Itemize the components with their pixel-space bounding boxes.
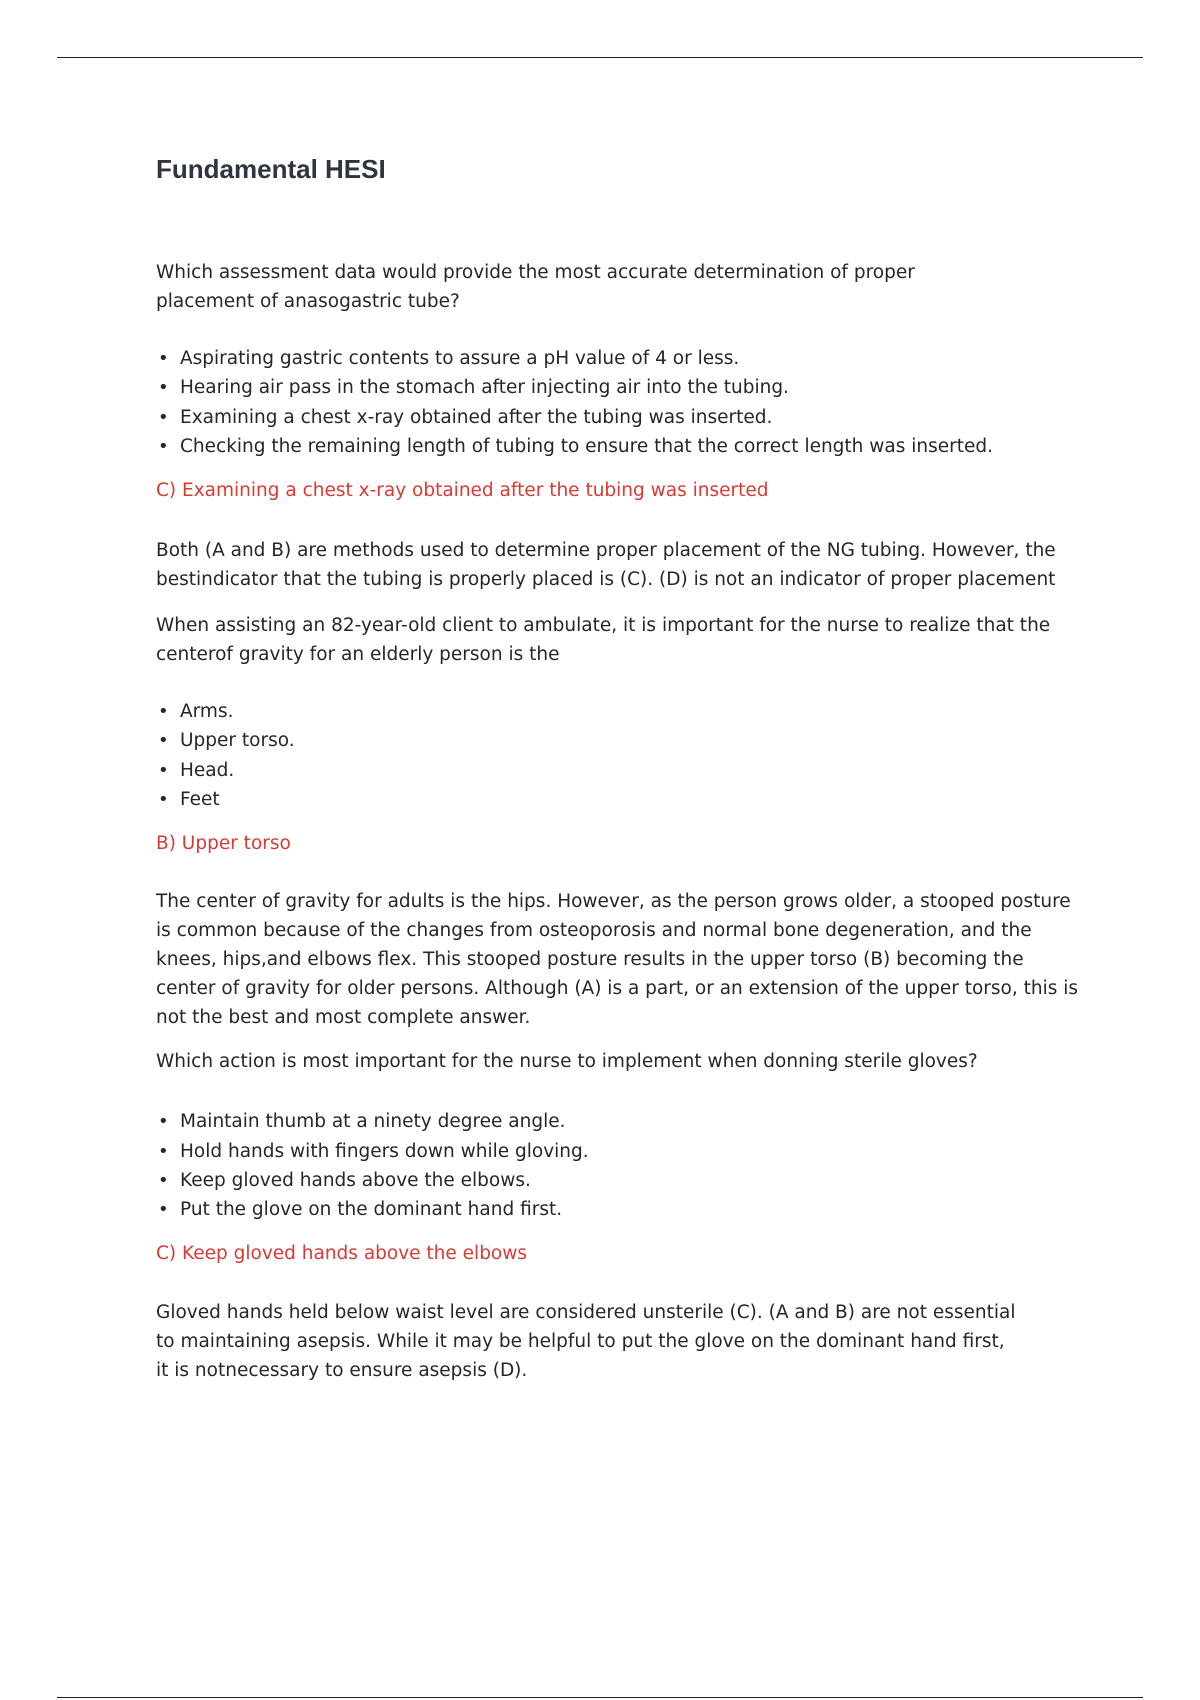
question-text-2: When assisting an 82-year-old client to ambulate, it is important for the nurse to realize that the centerof gravity for an elderly person is the [156,615,1051,666]
bullet-icon: • [158,759,169,781]
list-item: • Arms. [156,697,1086,726]
list-item: • Hearing air pass in the stomach after injecting air into the tubing. [156,373,1086,402]
question-block-3 [156,1047,1086,1384]
rationale-text-2: The center of gravity for adults is the hips. However, as the person grows older, a stooped posture is common because of the changes from osteoporosis and normal bone degeneration, and the knees, hips,and elbows flex. This stooped posture results in the upper torso (B) becoming the center of gravity for older persons. Although (A) is a part, or an extension of the upper torso, this is not the best and most complete answer. [156,891,1079,1029]
list-item: • Put the glove on the dominant hand first. [156,1195,1086,1224]
list-item: • Keep gloved hands above the elbows. [156,1166,1086,1195]
bullet-icon: • [158,1140,169,1162]
list-item: • Maintain thumb at a ninety degree angle. [156,1107,1086,1136]
answer-text-3: C) Keep gloved hands above the elbows [156,1242,528,1264]
bullet-icon: • [158,348,169,369]
question-block-1 [156,258,1086,594]
bullet-icon: • [158,789,169,811]
bullet-icon: • [158,377,169,399]
bullet-icon: • [158,1169,169,1191]
list-item: • Aspirating gastric contents to assure a pH value of 4 or less. [156,344,1086,373]
question-text-1: Which assessment data would provide the most accurate determination of proper placement of anasogastric tube? [156,262,915,312]
bullet-icon: • [158,406,169,428]
bullet-icon: • [158,701,169,723]
answer-text-2: B) Upper torso [156,833,291,855]
list-item: • Upper torso. [156,726,1086,755]
document-title: Fundamental HESI [156,154,386,184]
bullet-icon: • [158,1199,169,1221]
rationale-text-3: Gloved hands held below waist level are considered unsterile (C). (A and B) are not essential to maintaining asepsis. While it may be helpful to put the glove on the dominant hand first, it is notnecessary to ensure asepsis (D). [156,1301,1016,1381]
question-text-3: Which action is most important for the nurse to implement when donning sterile gloves? [156,1051,978,1073]
bullet-icon: • [158,435,169,457]
bullet-icon: • [158,730,169,752]
question-block-2 [156,611,1086,1032]
list-item: • Examining a chest x-ray obtained after the tubing was inserted. [156,403,1086,432]
answer-text-1: C) Examining a chest x-ray obtained after the tubing was inserted [156,480,769,502]
top-rule [57,57,1143,58]
document-body [156,150,1086,1385]
list-item: • Feet [156,785,1086,814]
options-list-3 [156,1107,1086,1224]
bullet-icon: • [158,1111,169,1133]
list-item: • Hold hands with fingers down while gloving. [156,1137,1086,1166]
list-item: • Checking the remaining length of tubing to ensure that the correct length was inserted. [156,432,1086,461]
rationale-text-1: Both (A and B) are methods used to determine proper placement of the NG tubing. However, the bestindicator that the tubing is properly placed is (C). (D) is not an indicator of proper placement [156,540,1056,591]
list-item: • Head. [156,756,1086,785]
options-list-2 [156,697,1086,814]
bottom-rule [57,1697,1143,1698]
options-list-1 [156,344,1086,461]
